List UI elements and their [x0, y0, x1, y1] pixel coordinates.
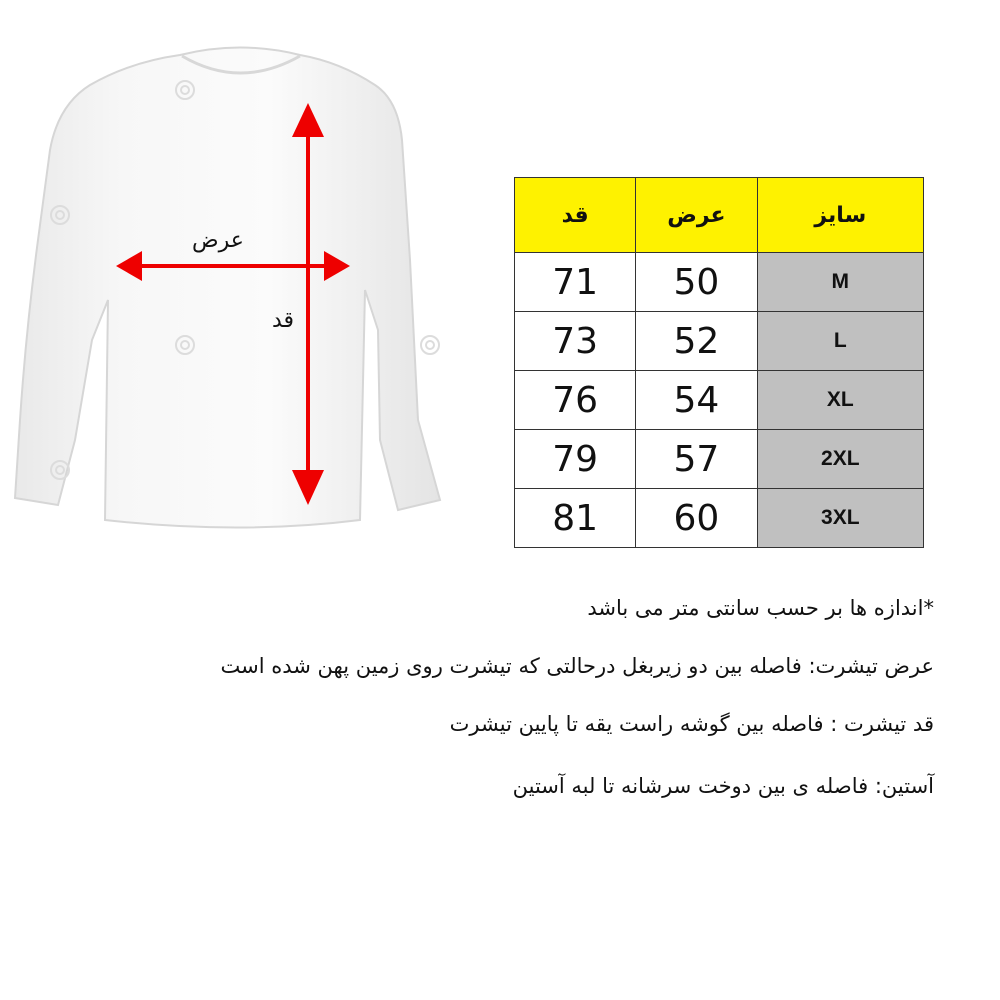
note-width-definition: عرض تیشرت: فاصله بین دو زیربغل درحالتی که تیشرت روی زمین پهن شده است [220, 654, 934, 678]
note-sleeve-definition: آستین: فاصله ی بین دوخت سرشانه تا لبه آستین [512, 774, 934, 798]
tshirt-shape [15, 48, 440, 528]
note-length-definition: قد تیشرت : فاصله بین گوشه راست یقه تا پایین تیشرت [449, 712, 934, 736]
width-label: عرض [192, 228, 244, 253]
header-width: عرض [636, 178, 757, 253]
size-cell: 3XL [757, 489, 923, 548]
length-cell: 81 [515, 489, 636, 548]
table-row [515, 312, 924, 371]
header-size: سایز [757, 178, 923, 253]
width-cell: 57 [636, 430, 757, 489]
table-row [515, 430, 924, 489]
tshirt-illustration [0, 0, 480, 560]
width-cell: 52 [636, 312, 757, 371]
size-cell: 2XL [757, 430, 923, 489]
length-cell: 79 [515, 430, 636, 489]
table-row [515, 253, 924, 312]
size-cell: XL [757, 371, 923, 430]
length-cell: 76 [515, 371, 636, 430]
length-cell: 71 [515, 253, 636, 312]
width-cell: 50 [636, 253, 757, 312]
size-cell: L [757, 312, 923, 371]
note-units: *اندازه ها بر حسب سانتی متر می باشد [587, 596, 934, 620]
size-cell: M [757, 253, 923, 312]
length-cell: 73 [515, 312, 636, 371]
size-table [514, 177, 924, 548]
table-header-row [515, 178, 924, 253]
tshirt-figure [0, 0, 480, 560]
width-cell: 60 [636, 489, 757, 548]
length-label: قد [272, 308, 295, 333]
table-row [515, 371, 924, 430]
width-cell: 54 [636, 371, 757, 430]
table-row [515, 489, 924, 548]
header-length: قد [515, 178, 636, 253]
